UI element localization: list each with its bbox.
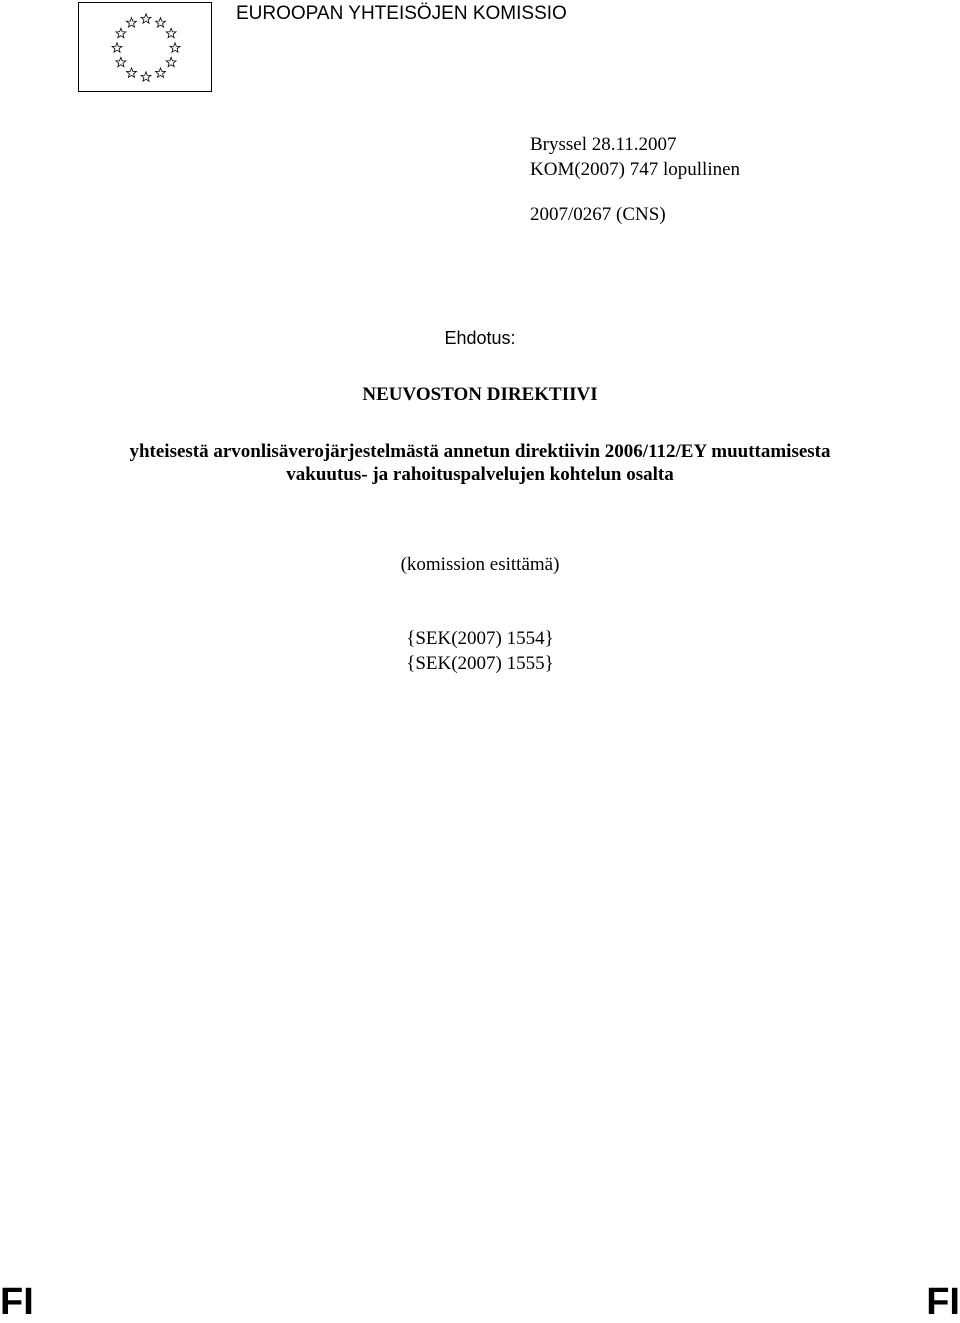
document-number: KOM(2007) 747 lopullinen (530, 159, 741, 180)
institution-name: EUROOPAN YHTEISÖJEN KOMISSIO (236, 3, 567, 24)
star-icon (112, 43, 122, 52)
star-icon (116, 57, 126, 66)
star-icon (141, 14, 151, 23)
language-code-left: FI (0, 1281, 34, 1323)
language-code-right: FI (926, 1281, 960, 1323)
star-icon (156, 18, 166, 27)
proposal-label: Ehdotus: (444, 328, 516, 348)
star-icon (127, 68, 137, 77)
star-icon (170, 43, 180, 52)
place-and-date: Bryssel 28.11.2007 (530, 134, 677, 155)
subject-line: vakuutus- ja rahoituspalvelujen kohtelun osalta (286, 464, 674, 485)
subject-heading (0, 440, 960, 486)
act-title: NEUVOSTON DIREKTIIVI (362, 384, 598, 405)
eu-logo-box (78, 2, 212, 92)
related-document-ref: {SEK(2007) 1555} (406, 653, 554, 674)
star-icon (141, 72, 151, 81)
author-note: (komission esittämä) (400, 554, 560, 575)
star-icon (127, 18, 137, 27)
star-icon (156, 68, 166, 77)
star-icon (166, 57, 176, 66)
subject-line: yhteisestä arvonlisäverojärjestelmästä annetun direktiivin 2006/112/EY muuttamisesta (129, 441, 831, 462)
procedure-number: 2007/0267 (CNS) (530, 204, 666, 225)
star-icon (116, 28, 126, 37)
star-icon (166, 28, 176, 37)
eu-flag-stars-icon (79, 3, 213, 93)
related-document-ref: {SEK(2007) 1554} (406, 628, 554, 649)
related-documents (0, 626, 960, 676)
document-reference (530, 132, 740, 182)
